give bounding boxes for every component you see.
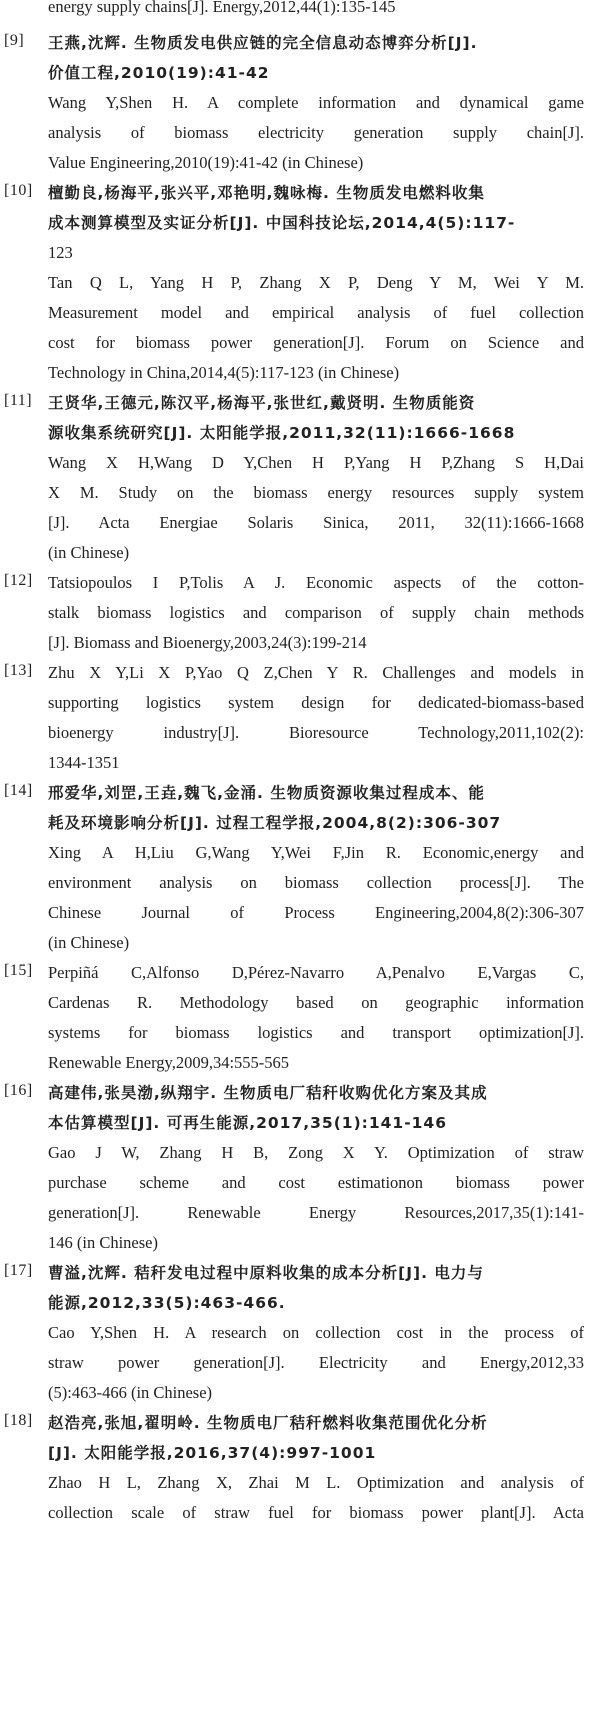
reference-line: Measurement model and empirical analysis of fuel collection: [48, 303, 584, 322]
reference-line: Cao Y,Shen H. A research on collection cost in the process of: [48, 1323, 584, 1342]
reference-line: Value Engineering,2010(19):41-42 (in Chinese): [48, 153, 364, 172]
reference-line: 赵浩亮,张旭,翟明岭. 生物质电厂秸秆燃料收集范围优化分析: [48, 1414, 488, 1432]
reference-number: [17]: [4, 1262, 33, 1279]
reference-line: analysis of biomass electricity generation supply chain[J].: [48, 123, 584, 142]
reference-number: [15]: [4, 962, 33, 979]
reference-line: Cardenas R. Methodology based on geographic information: [48, 993, 584, 1012]
reference-line: [J]. 太阳能学报,2016,37(4):997-1001: [48, 1444, 377, 1462]
reference-number: [9]: [4, 32, 25, 49]
reference-number: [16]: [4, 1082, 33, 1099]
reference-line: 123: [48, 243, 73, 262]
reference-line: [J]. Biomass and Bioenergy,2003,24(3):199-214: [48, 633, 367, 652]
reference-line: 146 (in Chinese): [48, 1233, 158, 1252]
reference-number: [13]: [4, 662, 33, 679]
reference-line: 本估算模型[J]. 可再生能源,2017,35(1):141-146: [48, 1114, 448, 1132]
reference-line: collection scale of straw fuel for biomass power plant[J]. Acta: [48, 1503, 584, 1522]
reference-line: 耗及环境影响分析[J]. 过程工程学报,2004,8(2):306-307: [48, 814, 502, 832]
reference-line: Renewable Energy,2009,34:555-565: [48, 1053, 290, 1072]
reference-line: X M. Study on the biomass energy resources supply system: [48, 483, 584, 502]
reference-number: [14]: [4, 782, 33, 799]
reference-line: straw power generation[J]. Electricity and Energy,2012,33: [48, 1353, 584, 1372]
reference-line: Zhao H L, Zhang X, Zhai M L. Optimization and analysis of: [48, 1473, 584, 1492]
reference-line: 1344-1351: [48, 753, 120, 772]
reference-number: [11]: [4, 392, 33, 409]
reference-number: [18]: [4, 1412, 33, 1429]
reference-line: Gao J W, Zhang H B, Zong X Y. Optimization of straw: [48, 1143, 584, 1162]
reference-line: Wang Y,Shen H. A complete information and dynamical game: [48, 93, 584, 112]
reference-line: purchase scheme and cost estimationon biomass power: [48, 1173, 584, 1192]
reference-line: generation[J]. Renewable Energy Resources,2017,35(1):141-: [48, 1203, 584, 1222]
reference-line: (5):463-466 (in Chinese): [48, 1383, 213, 1402]
reference-line: environment analysis on biomass collection process[J]. The: [48, 873, 584, 892]
reference-line: Perpiñá C,Alfonso D,Pérez-Navarro A,Penalvo E,Vargas C,: [48, 963, 584, 982]
reference-line: systems for biomass logistics and transport optimization[J].: [48, 1023, 584, 1042]
reference-line: 檀勤良,杨海平,张兴平,邓艳明,魏咏梅. 生物质发电燃料收集: [48, 184, 485, 202]
reference-line: Xing A H,Liu G,Wang Y,Wei F,Jin R. Economic,energy and: [48, 843, 584, 862]
reference-line: 邢爱华,刘罡,王垚,魏飞,金涌. 生物质资源收集过程成本、能: [48, 784, 485, 802]
reference-number: [12]: [4, 572, 33, 589]
reference-line: (in Chinese): [48, 543, 130, 562]
reference-line: 价值工程,2010(19):41-42: [48, 64, 270, 82]
reference-line: (in Chinese): [48, 933, 130, 952]
reference-number: [10]: [4, 182, 33, 199]
reference-line: supporting logistics system design for dedicated-biomass-based: [48, 693, 584, 712]
reference-line: 成本测算模型及实证分析[J]. 中国科技论坛,2014,4(5):117-: [48, 214, 516, 232]
reference-line: Tatsiopoulos I P,Tolis A J. Economic aspects of the cotton-: [48, 573, 584, 592]
reference-line: Wang X H,Wang D Y,Chen H P,Yang H P,Zhang S H,Dai: [48, 453, 584, 472]
reference-line: 王贤华,王德元,陈汉平,杨海平,张世红,戴贤明. 生物质能资: [48, 394, 476, 412]
reference-line: 源收集系统研究[J]. 太阳能学报,2011,32(11):1666-1668: [48, 424, 516, 442]
reference-line: Chinese Journal of Process Engineering,2004,8(2):306-307: [48, 903, 584, 922]
reference-line: Technology in China,2014,4(5):117-123 (in Chinese): [48, 363, 400, 382]
reference-line: Tan Q L, Yang H P, Zhang X P, Deng Y M, Wei Y M.: [48, 273, 584, 292]
reference-line: 王燕,沈辉. 生物质发电供应链的完全信息动态博弈分析[J].: [48, 34, 478, 52]
reference-line: cost for biomass power generation[J]. Forum on Science and: [48, 333, 584, 352]
reference-line: Zhu X Y,Li X P,Yao Q Z,Chen Y R. Challenges and models in: [48, 663, 584, 682]
reference-continuation-line: energy supply chains[J]. Energy,2012,44(1):135-145: [48, 0, 396, 16]
reference-line: [J]. Acta Energiae Solaris Sinica, 2011, 32(11):1666-1668: [48, 513, 584, 532]
reference-line: stalk biomass logistics and comparison of supply chain methods: [48, 603, 584, 622]
reference-line: 曹溢,沈辉. 秸秆发电过程中原料收集的成本分析[J]. 电力与: [48, 1264, 484, 1282]
reference-line: bioenergy industry[J]. Bioresource Technology,2011,102(2):: [48, 723, 584, 742]
reference-line: 高建伟,张昊渤,纵翔宇. 生物质电厂秸秆收购优化方案及其成: [48, 1084, 488, 1102]
reference-line: 能源,2012,33(5):463-466.: [48, 1294, 286, 1312]
